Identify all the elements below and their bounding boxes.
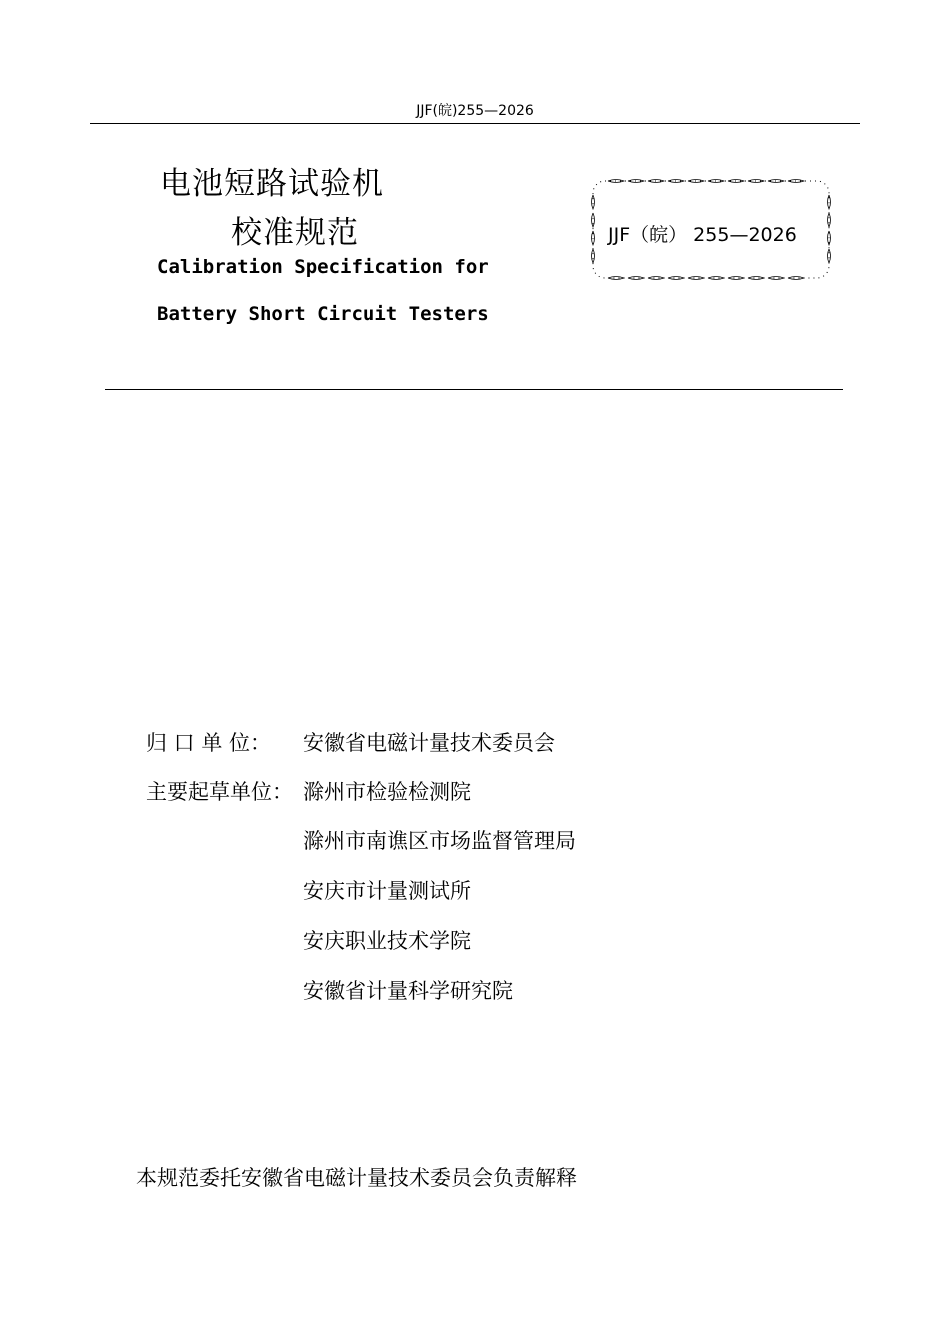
title-divider xyxy=(105,389,843,390)
interpretation-note: 本规范委托安徽省电磁计量技术委员会负责解释 xyxy=(136,1166,577,1190)
border-ornament xyxy=(648,277,664,280)
drafting-units-label: 主要起草单位： xyxy=(146,780,293,804)
border-ornament xyxy=(788,277,804,280)
drafting-unit-item: 安庆市计量测试所 xyxy=(303,879,471,903)
management-unit-label: 归 口 单 位： xyxy=(146,731,272,755)
border-ornament xyxy=(628,277,644,280)
border-ornament xyxy=(828,195,831,209)
chinese-title-line-2: 校准规范 xyxy=(231,215,359,251)
border-ornament xyxy=(608,277,624,280)
border-ornament xyxy=(708,277,724,280)
border-ornament xyxy=(748,277,764,280)
drafting-unit-item: 安庆职业技术学院 xyxy=(303,929,471,953)
management-unit-value: 安徽省电磁计量技术委员会 xyxy=(303,731,555,755)
border-ornament xyxy=(592,213,595,227)
border-ornament xyxy=(688,277,704,280)
header-standard-code: JJF(皖)255—2026 xyxy=(416,103,534,119)
standard-code-frame xyxy=(588,178,834,281)
english-title-line-2: Battery Short Circuit Testers xyxy=(157,303,489,325)
chinese-title-line-1: 电池短路试验机 xyxy=(160,166,384,202)
english-title-line-1: Calibration Specification for xyxy=(157,256,489,278)
border-ornament xyxy=(592,231,595,245)
border-ornament xyxy=(592,195,595,209)
drafting-unit-item: 安徽省计量科学研究院 xyxy=(303,979,513,1003)
border-ornament xyxy=(828,249,831,263)
drafting-unit-item: 滁州市南谯区市场监督管理局 xyxy=(303,829,576,853)
drafting-unit-item: 滁州市检验检测院 xyxy=(303,780,471,804)
border-ornament xyxy=(728,277,744,280)
header-divider xyxy=(90,123,860,124)
standard-code-text: JJF（皖） 255—2026 xyxy=(608,224,797,246)
border-ornament xyxy=(592,249,595,263)
border-ornament xyxy=(828,213,831,227)
border-ornament xyxy=(768,277,784,280)
border-ornament xyxy=(668,277,684,280)
